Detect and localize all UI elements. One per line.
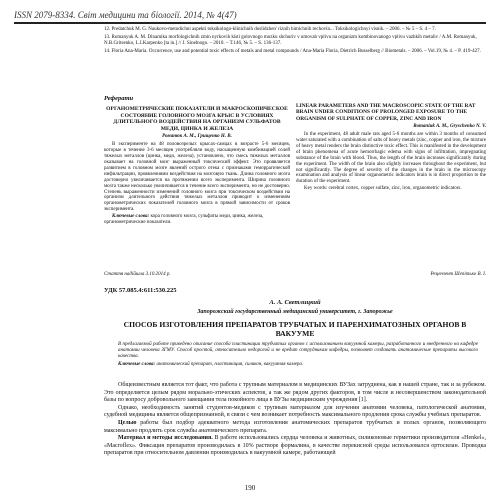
journal-header: ISSN 2079-8334. Світ медицини та біології. 2014, № 4(47) [14,10,486,24]
aim-text: работы был подбор адекватного метода изготовления анатомических препаратов трубчатых и полых органов, позволяющего максимально продлить срок службы анатомического препарата. [104,419,487,434]
abstract-ru-title: ОРГАНОМЕТРИЧЕСКИЕ ПОКАЗАТЕЛИ И МАКРОСКОПИЧЕСКОЕ СОСТОЯНИЕ ГОЛОВНОГО МОЗГА КРЫС В УСЛОВИЯХ ДЛИТЕЛЬНОГО ВОЗДЕЙСТВИЯ НА ОРГАНИЗМ СУЛЬФАТОВ МЕДИ, ЦИНКА И ЖЕЛЕЗА [106,106,288,132]
article-abstract-text: В предлагаемой работе приведено описание способа пластинации трубчатых органов с использованием вакуумной камеры, разработанного и внедренного на кафедре анатомии человека ЗГМУ. Способ простой, относительно недорогой и не вредит сотрудникам кафедры, позволяет создавать анатомические препараты высокого качества. [118,342,478,359]
article-title: СПОСОБ ИЗГОТОВЛЕНИЯ ПРЕПАРАТОВ ТРУБЧАТЫХ И ПАРЕНХИМАТОЗНЫХ ОРГАНОВ В ВАКУУМЕ [123,320,467,338]
article-abstract [118,342,478,368]
abstract-en-column [296,103,486,192]
aim-label: Целью [118,419,137,426]
methods-text: В работе использовались сердца человека и животных, силиконовые герметики производителя «Henkel», «Macroflex». Фиксация препаратов производилась в 10% растворе формалина, в качестве перекисной среды использовался ортосилан. Проводка препаратов при относительном давлении производилась в вакуумной камере, работающей [104,435,486,457]
abstract-en-authors: Romaniuk A. M., Gryschenko N. V. [413,124,486,130]
body-paragraph: Однако, необходимость занятий студентов-медиков с трупным материалом для изучения анатомии человека, патологической анатомии, судебной медицины является общепризнанной, в связи с чем возникает потребность максимального продления срока службы учебных препаратов. [104,404,486,419]
reference-item: 14. Floria Ana-Maria. Occurrence, use and potential toxic effects of metals and metal compounds / Ana-Maria Floria, Dietrich Busselberg // Biometals. – 2006. – Vol.19, № 4. – P. 419-427. [104,49,481,55]
abstract-ru-keywords [104,214,290,226]
section-label: Реферати [104,95,134,102]
received-line [104,272,486,277]
methods-label: Материал и методы исследования. [118,435,213,442]
keywords-label: Ключевые слова: [118,361,156,367]
page-number: 190 [244,484,256,492]
article-author: А. А. Светлицкий [269,299,321,306]
keywords-text: анатомический препарат, пластинация, силикон, вакуумная камера. [156,361,304,367]
body-paragraph: Общеизвестным является тот факт, что работа с трупным материалом в медицинских ВУЗах затруднена, как в нашей стране, так и за рубежом. Это определяется целым рядом морально-этических аспектов, а так же рядом других факторов, в том числе и несовершенством законодательной базы по вопросу добровольного завещания тела покойного лица в ВУЗы медицинским учреждения [1]. [104,382,486,404]
abstract-ru-column [104,106,290,226]
abstract-en-keywords: Key words: cerebral cortex, copper sulfate, zinc, iron, organometric indicators. [304,186,462,192]
udc-code: УДК 57.085.4:611:530.225 [104,287,177,294]
received-date: Стаття надійшла 3.10.2014 р. [104,272,171,277]
abstract-ru-authors: Романюк А. М., Грищенко Н. В. [162,134,232,140]
reference-item: 12. Predatchuk M. G. Naukovo-metodichni aspekti toksikologo-klinichnih doslidzhen' riznih himichnih rechovin... Toksikologichnyi visnik. – 2006. – № 5 – S. 4 – 7. [104,27,436,32]
article-body [104,382,486,458]
abstract-en-title: LINEAR PARAMETERS AND THE MACROSCOPIC STATE OF THE RAT BRAIN UNDER CONDITIONS OF PROLONGED EXPOSURE TO THE ORGANISM OF SULPHATE OF COPPER, ZINC AND IRON [296,103,476,122]
references-list [104,27,486,57]
abstract-en-text: In the experiment, 48 adult male rats aged 5-6 months are within 3 months of consumed water saturated with a combination of salts of heavy metals (zinc, copper and iron, the mixture of heavy metal renders the brain distinctive toxic effect. This is manifested in the development of brain phenomena of acute hemorrhagic edema with signs of infiltration, impregnating substance of the brain with blood. Thus, the length of the brain increases significantly during the experiment. The width of the brain also slightly increases throughout the experiment, but not significantly. The degree of severity of the changes in the brain in the microscopy examination and analysis of linear organometric indicators brain is in direct proportion to the duration of the experiment. [296,132,486,185]
body-paragraph [104,420,486,435]
reviewer: Рецензент Шепітько В. І. [430,272,486,277]
article-keywords [118,362,478,368]
article-affiliation: Запорожский государственный медицинский университет, г. Запорожье [197,309,393,315]
reference-item: 13. Romanyuk A. M. Dinamika morfologichnih zmin nyrkovih kisti golovnogo mozku shchuriv v umovah vplivu na organizm kombinovanogo vplivu vazhkih metaliv / A.M. Romanyuk, N.B.Gritsenko, L.I.Karpenko [ta in.] // J. Sinelnogo. – 2010. – T.146, № 5. – S. 136-137. [104,34,477,47]
abstract-ru-text: В эксперименте на 48 половозрелых крысах-самцах в возрасте 5-6 месяцев, которые в течение 3-6 месяцев употребляли воду, насыщенную комбинацией солей тяжелых металлов (цинка, меди, железа), установлено, что смесь тяжелых металлов оказывает на головной мозг выраженный токсический эффект. Это проявляется развитием в головном мозге явлений острого отека с признаками геморрагической инфильтрации, проявлениями воздействия на мозговую ткань. Длина головного мозга достоверно увеличивается на протяжении всего эксперимента. Ширина головного мозга также несколько увеличивается в течение всего эксперимента, но не достоверно. Степень выраженности изменений головного мозга при токсическом воздействии на организм длительного действия тяжелых металлов приводит к изменениям органометрических показателей головного мозга в прямой зависимости от сроков эксперимента. [104,142,290,213]
body-paragraph [104,435,486,458]
keywords-text: кора головного мозга, сульфаты меди, цинка, железа, органометрические показатели. [104,214,264,226]
keywords-label: Ключевые слова: [112,214,150,220]
